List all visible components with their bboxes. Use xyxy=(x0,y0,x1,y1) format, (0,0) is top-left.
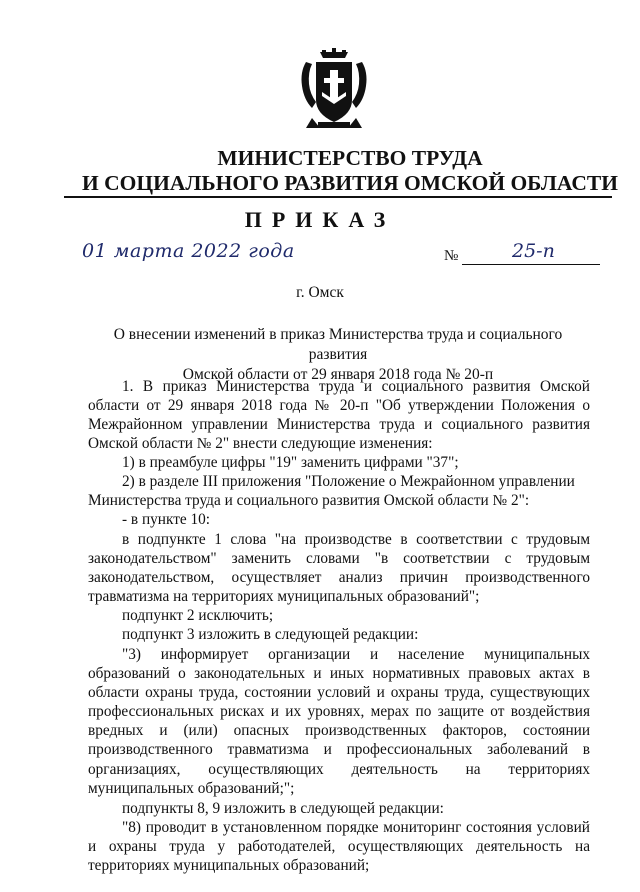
body-line: муниципальных образований;"; xyxy=(88,780,295,797)
body-line: Министерства труда и социального развития Омской области № 2": xyxy=(88,492,530,509)
title-line: Омской области от 29 января 2018 года № 20-п xyxy=(182,366,494,383)
body-line: организациях, осуществляющих деятельность на территориях xyxy=(88,761,590,778)
city: г. Омск xyxy=(296,284,344,301)
omsk-coat-of-arms-icon xyxy=(298,48,370,132)
body-line: 1. В приказ Министерства труда и социального развития Омской xyxy=(122,378,590,395)
document-title xyxy=(88,325,588,385)
title-line: О внесении изменений в приказ Министерства труда и социального развития xyxy=(113,326,563,363)
body-line: образований о законодательных и иных нормативных правовых актах в xyxy=(88,665,590,682)
number-underline xyxy=(462,264,600,265)
ministry-name-line1: МИНИСТЕРСТВО ТРУДА xyxy=(217,146,483,170)
body-line: травматизма на территориях муниципальных образований"; xyxy=(88,588,480,605)
body-line: и охраны труда у работодателей, осуществляющих деятельность на xyxy=(88,838,590,855)
body-line: профессиональных рисках и их уровнях, мерах по защите от воздействия xyxy=(88,703,590,720)
body-line: в подпункте 1 слова "на производстве в соответствии с трудовым xyxy=(122,531,590,548)
body-line: Омской области № 2" внести следующие изменения: xyxy=(88,435,433,452)
handwritten-date: 01 марта 2022 года xyxy=(82,240,295,262)
document-type: ПРИКАЗ xyxy=(244,207,396,232)
body-line: законодательством, осуществляет анализ причин производственного xyxy=(88,569,590,586)
handwritten-number: 25-п xyxy=(512,240,555,262)
body-line: области охраны труда, состоянии условий и охраны труда, существующих xyxy=(88,684,590,701)
body-line: вредных и (или) опасных производственных факторов, состоянии xyxy=(88,722,590,739)
body-line: законодательством" заменить словами "в соответствии с трудовым xyxy=(88,550,590,567)
header-divider xyxy=(64,196,612,198)
body-line: 1) в преамбуле цифры "19" заменить цифрами "37"; xyxy=(122,454,459,471)
number-label: № xyxy=(444,248,459,264)
body-line: производственного травматизма и профессиональных заболеваний в xyxy=(88,741,590,758)
body-line: области от 29 января 2018 года № 20-п "Об утверждении Положения о xyxy=(88,397,590,414)
body-line: подпункт 3 изложить в следующей редакции: xyxy=(122,626,419,643)
body-line: Межрайонном управлении Министерства труда и социального развития xyxy=(88,416,590,433)
body-line: 2) в разделе III приложения "Положение о Межрайонном управлении xyxy=(122,473,575,490)
body-line: подпункт 2 исключить; xyxy=(122,607,274,624)
body-line: "3) информирует организации и население муниципальных xyxy=(122,646,590,663)
body-line: подпункты 8, 9 изложить в следующей редакции: xyxy=(122,800,444,817)
ministry-name-line2: И СОЦИАЛЬНОГО РАЗВИТИЯ ОМСКОЙ ОБЛАСТИ xyxy=(82,171,618,195)
body-line: территориях муниципальных образований; xyxy=(88,857,370,874)
body-line: "8) проводит в установленном порядке мониторинг состояния условий xyxy=(122,819,590,836)
body-line: - в пункте 10: xyxy=(122,511,211,528)
